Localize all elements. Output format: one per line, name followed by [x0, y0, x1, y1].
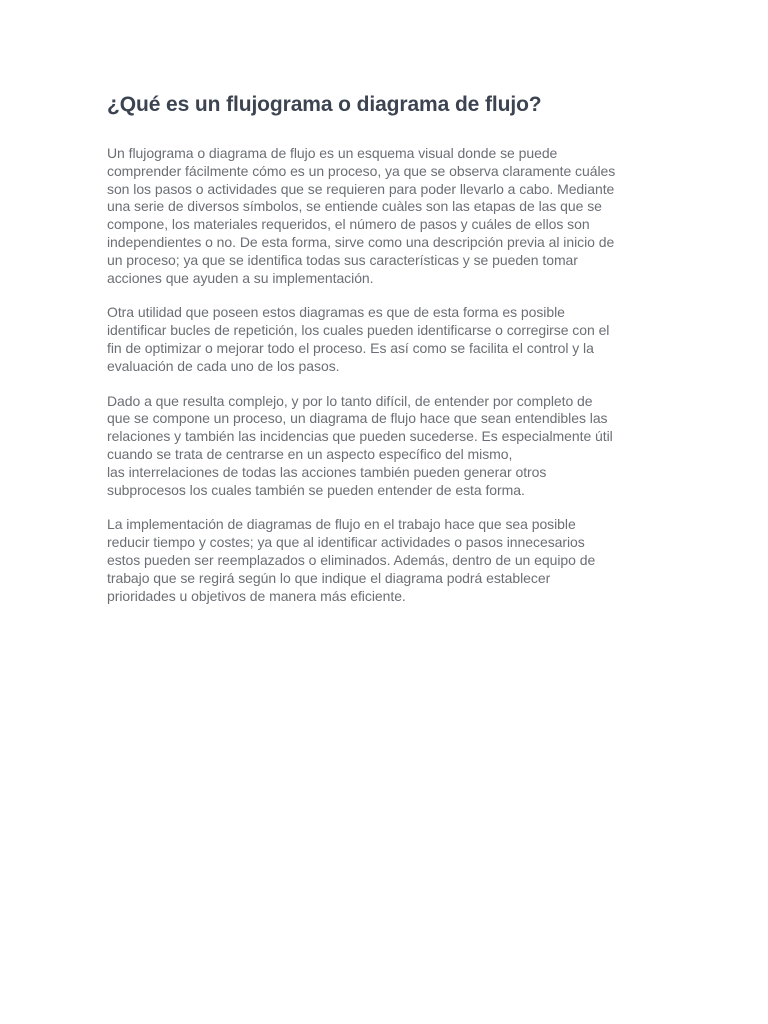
paragraph-complexity: Dado a que resulta complejo, y por lo tanto difícil, de entender por completo de que se compone un proceso, un diagrama de flujo hace que sean entendibles las relaciones y también las incidencias que pueden sucederse. Es especialmente útil cuando se trata de centrarse en un aspecto específico del mismo, las interrelaciones de todas las acciones también pueden generar otros subprocesos los cuales también se pueden entender de esta forma.	[107, 392, 613, 498]
paragraph-implementation: La implementación de diagramas de flujo en el trabajo hace que sea posible reducir tiempo y costes; ya que al identificar actividades o pasos innecesarios estos pueden ser reemplazados o eliminados. Además, dentro de un equipo de trabajo que se regirá según lo que indique el diagrama podrá establecer prioridades u objetivos de manera más eficiente.	[107, 516, 596, 604]
document-title: ¿Qué es un flujograma o diagrama de flujo?	[107, 93, 542, 116]
paragraph-definition: Un flujograma o diagrama de flujo es un esquema visual donde se puede comprender fácilmente cómo es un proceso, ya que se observa claramente cuáles son los pasos o actividades que se requieren para poder llevarlo a cabo. Mediante una serie de diversos símbolos, se entiende cuàles son las etapas de las que se compone, los materiales requeridos, el número de pasos y cuáles de ellos son independientes o no. De esta forma, sirve como una descripción previa al inicio de un proceso; ya que se identifica todas sus características y se pueden tomar acciones que ayuden a su implementación.	[107, 145, 616, 286]
document-body	[107, 145, 659, 605]
document-content	[107, 91, 659, 622]
paragraph-utility: Otra utilidad que poseen estos diagramas es que de esta forma es posible identificar bucles de repetición, los cuales pueden identificarse o corregirse con el fin de optimizar o mejorar todo el proceso. Es así como se facilita el control y la evaluación de cada uno de los pasos.	[107, 304, 610, 374]
